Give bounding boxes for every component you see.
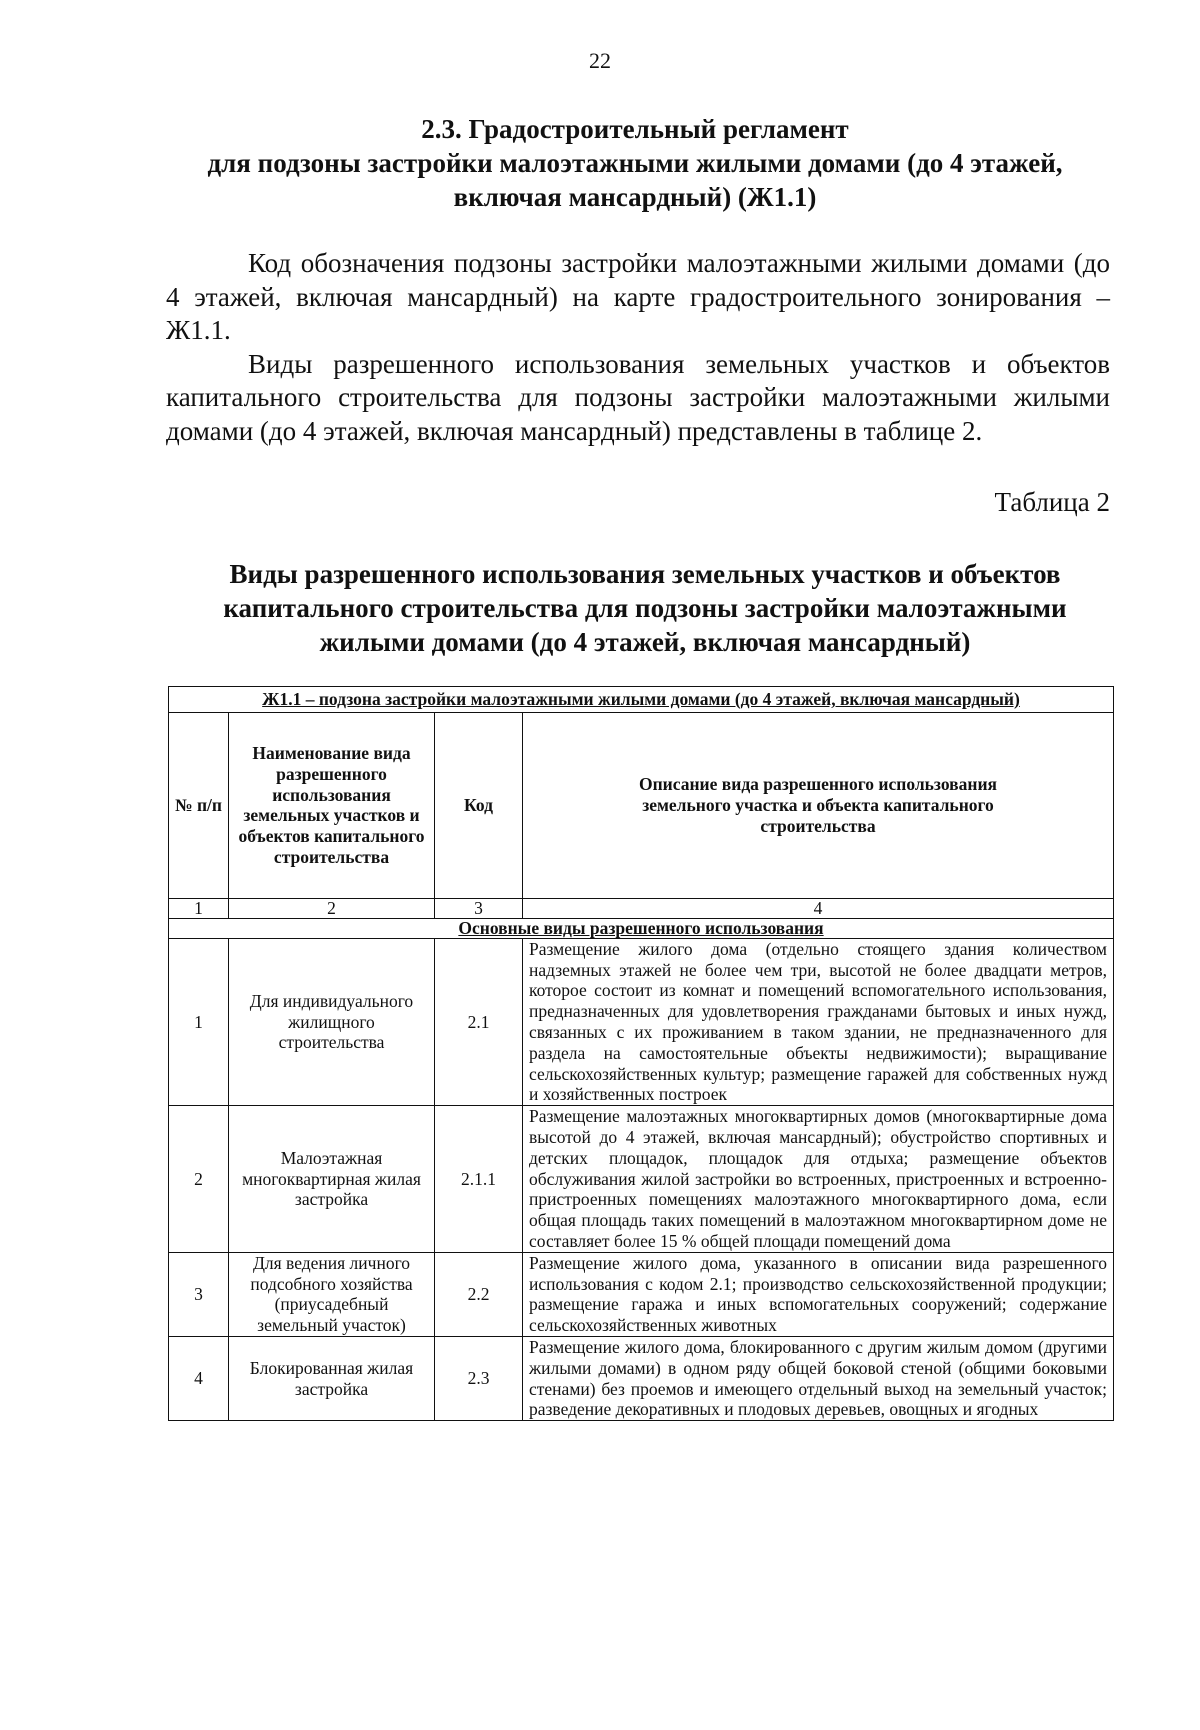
page-number: 22 [589, 48, 611, 73]
row-code: 2.2 [435, 1252, 523, 1336]
row-code: 2.1 [435, 938, 523, 1105]
land-use-table [168, 686, 1114, 1421]
column-number: 2 [229, 898, 435, 918]
row-num: 2 [169, 1106, 229, 1253]
table-row [169, 1336, 1114, 1420]
group-row [169, 918, 1114, 938]
paragraph: Код обозначения подзоны застройки малоэтажными жилыми домами (до 4 этажей, включая мансардный) на карте градостроительного зонирования – Ж1.1. [166, 248, 1110, 345]
table-row [169, 938, 1114, 1105]
section-title-line: 2.3. Градостроительный регламент [421, 114, 849, 144]
column-header-code: Код [435, 712, 523, 898]
row-num: 4 [169, 1336, 229, 1420]
row-code: 2.3 [435, 1336, 523, 1420]
body-text [166, 247, 1110, 448]
column-number: 1 [169, 898, 229, 918]
row-description: Размещение малоэтажных многоквартирных домов (многоквартирные дома высотой до 4 этажей, включая мансардный); обустройство спортивных и детских площадок, площадок для отдыха; размещение объектов обслуживания жилой застройки во встроенных, пристроенных и встроенно-пристроенных помещениях малоэтажного многоквартирного дома, если общая площадь таких помещений в малоэтажном многоквартирном доме не составляет более 15 % общей площади помещений дома [523, 1106, 1114, 1253]
column-header-num: № п/п [169, 712, 229, 898]
row-name: Малоэтажная многоквартирная жилая застройка [229, 1106, 435, 1253]
column-header-description-text: Описание вида разрешенного использования земельного участка и объекта капитального строительства [638, 774, 998, 836]
table-row [169, 1106, 1114, 1253]
row-name: Блокированная жилая застройка [229, 1336, 435, 1420]
section-title-line: включая мансардный) (Ж1.1) [453, 182, 817, 212]
column-number: 4 [523, 898, 1114, 918]
zone-header: Ж1.1 – подзона застройки малоэтажными жилыми домами (до 4 этажей, включая мансардный) [169, 687, 1114, 713]
row-num: 1 [169, 938, 229, 1105]
table-row [169, 1252, 1114, 1336]
section-title-line: для подзоны застройки малоэтажными жилыми домами (до 4 этажей, [207, 148, 1063, 178]
column-header-row [169, 712, 1114, 898]
table-caption: Таблица 2 [994, 487, 1110, 517]
row-description: Размещение жилого дома, блокированного с другим жилым домом (другими жилыми домами) в одном ряду общей боковой стеной (общими боковыми стенами) без проемов и имеющего отдельный выход на земельный участок; разведение декоративных и плодовых деревьев, овощных и ягодных [523, 1336, 1114, 1420]
row-description: Размещение жилого дома (отдельно стоящего здания количеством надземных этажей не более чем три, высотой не более двадцати метров, которое состоит из комнат и помещений вспомогательного использования, предназначенных для удовлетворения гражданами бытовых и иных нужд, связанных с их проживанием в таком здании, не предназначенного для раздела на самостоятельные объекты недвижимости); выращивание сельскохозяйственных культур; размещение гаражей для собственных нужд и хозяйственных построек [523, 938, 1114, 1105]
row-name: Для индивидуального жилищного строительства [229, 938, 435, 1105]
paragraph: Виды разрешенного использования земельных участков и объектов капитального строительства для подзоны застройки малоэтажными жилыми домами (до 4 этажей, включая мансардный) представлены в таблице 2. [166, 348, 1110, 446]
zone-header-row [169, 687, 1114, 713]
table-title-line: жилыми домами (до 4 этажей, включая мансардный) [319, 627, 971, 657]
row-description: Размещение жилого дома, указанного в описании вида разрешенного использования с кодом 2.1; производство сельскохозяйственной продукции; размещение гаража и иных вспомогательных сооружений; содержание сельскохозяйственных животных [523, 1252, 1114, 1336]
section-title [150, 112, 1120, 214]
table-title-line: Виды разрешенного использования земельных участков и объектов [229, 559, 1061, 589]
row-name: Для ведения личного подсобного хозяйства (приусадебный земельный участок) [229, 1252, 435, 1336]
column-header-name: Наименование вида разрешенного использования земельных участков и объектов капитального строительства [229, 712, 435, 898]
column-header-description [523, 712, 1114, 898]
table-title-line: капитального строительства для подзоны застройки малоэтажными [223, 593, 1067, 623]
row-code: 2.1.1 [435, 1106, 523, 1253]
table-title [160, 557, 1130, 659]
column-number-row [169, 898, 1114, 918]
column-number: 3 [435, 898, 523, 918]
group-label: Основные виды разрешенного использования [169, 918, 1114, 938]
row-num: 3 [169, 1252, 229, 1336]
